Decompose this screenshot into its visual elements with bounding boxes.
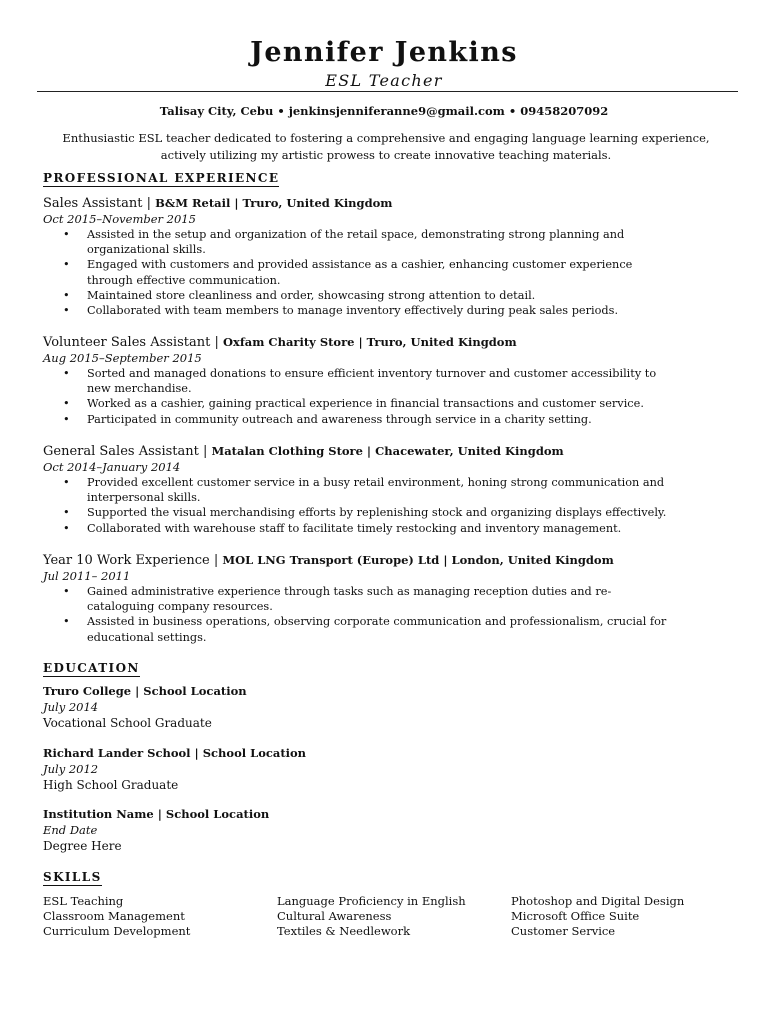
job-heading: Volunteer Sales Assistant | Oxfam Charity Store | Truro, United Kingdom: [43, 335, 517, 350]
job-heading: Sales Assistant | B&M Retail | Truro, United Kingdom: [43, 196, 393, 211]
experience-section-title: PROFESSIONAL EXPERIENCE: [43, 171, 280, 185]
degree-text: Vocational School Graduate: [43, 716, 212, 730]
job-heading: General Sales Assistant | Matalan Clothing Store | Chacewater, United Kingdom: [43, 444, 564, 459]
job-bullets: [43, 584, 723, 645]
job-bullets: [43, 475, 723, 536]
job-title: Volunteer Sales Assistant: [43, 335, 211, 350]
education-date: July 2014: [43, 700, 99, 714]
skill-item: Curriculum Development: [43, 924, 191, 939]
skill-item: Classroom Management: [43, 909, 185, 924]
degree-text: Degree Here: [43, 839, 122, 853]
experience-entry: [43, 195, 723, 318]
skill-item: Language Proficiency in English: [277, 894, 466, 908]
bullet-item: • Maintained store cleanliness and order, showcasing strong attention to detail.: [43, 288, 672, 303]
bullet-item: • Assisted in business operations, observing corporate communication and professionalism, crucial for educational settings.: [43, 614, 672, 644]
education-date: July 2012: [43, 762, 99, 776]
job-bullets: [43, 227, 723, 318]
email-text: jenkinsjenniferanne9@gmail.com: [288, 104, 505, 118]
education-section-title: EDUCATION: [43, 661, 140, 675]
bullet-item: • Supported the visual merchandising efforts by replenishing stock and organizing displays effectively.: [43, 505, 672, 520]
skill-item: Photoshop and Digital Design: [511, 894, 685, 908]
bullet-item: • Gained administrative experience through tasks such as managing reception duties and re-cataloguing company resources.: [43, 584, 672, 614]
job-title: Sales Assistant: [43, 196, 143, 211]
skill-item: ESL Teaching: [43, 894, 124, 908]
bullet-item: • Sorted and managed donations to ensure efficient inventory turnover and customer accessibility to new merchandise.: [43, 366, 672, 396]
bullet-item: • Collaborated with team members to manage inventory effectively during peak sales periods.: [43, 303, 672, 318]
skill-item: Microsoft Office Suite: [511, 909, 640, 924]
school-name: Institution Name | School Location: [43, 807, 270, 821]
contact-separator: •: [277, 104, 285, 118]
job-org: B&M Retail | Truro, United Kingdom: [155, 196, 393, 210]
skill-item: Customer Service: [511, 924, 616, 939]
phone-text: 09458207092: [520, 104, 609, 118]
job-org: Oxfam Charity Store | Truro, United Kingdom: [222, 335, 517, 349]
skills-column: [277, 894, 507, 940]
job-dates: Oct 2015–November 2015: [43, 212, 196, 226]
skills-column: [43, 894, 273, 940]
education-date: End Date: [43, 823, 98, 837]
bullet-item: • Engaged with customers and provided assistance as a cashier, enhancing customer experience through effective communication.: [43, 257, 672, 287]
skills-column: [511, 894, 741, 940]
skill-item: Textiles & Needlework: [277, 924, 411, 939]
bullet-item: • Assisted in the setup and organization of the retail space, demonstrating strong planning and organizational skills.: [43, 227, 672, 257]
bullet-item: • Provided excellent customer service in a busy retail environment, honing strong communication and interpersonal skills.: [43, 475, 672, 505]
job-org: MOL LNG Transport (Europe) Ltd | London, United Kingdom: [222, 553, 614, 567]
skill-item: Cultural Awareness: [277, 909, 392, 924]
job-org: Matalan Clothing Store | Chacewater, United Kingdom: [211, 444, 564, 458]
job-heading: Year 10 Work Experience | MOL LNG Transport (Europe) Ltd | London, United Kingdom: [43, 553, 614, 568]
contact-line: [0, 103, 768, 119]
school-name: Truro College | School Location: [43, 684, 247, 698]
bullet-item: • Collaborated with warehouse staff to facilitate timely restocking and inventory management.: [43, 521, 672, 536]
job-dates: Jul 2011– 2011: [43, 569, 131, 583]
education-entry: [43, 684, 247, 731]
school-name: Richard Lander School | School Location: [43, 746, 307, 760]
bullet-item: • Worked as a cashier, gaining practical experience in financial transactions and customer service.: [43, 396, 672, 411]
job-title: General Sales Assistant: [43, 444, 199, 459]
degree-text: High School Graduate: [43, 778, 179, 792]
job-dates: Oct 2014–January 2014: [43, 460, 181, 474]
experience-entry: [43, 334, 723, 427]
job-dates: Aug 2015–September 2015: [43, 351, 202, 365]
experience-entry: [43, 552, 723, 645]
job-title: Year 10 Work Experience: [43, 553, 210, 568]
location-text: Talisay City, Cebu: [159, 104, 274, 118]
summary-paragraph: Enthusiastic ESL teacher dedicated to fostering a comprehensive and engaging language learning experience, actively utilizing my artistic prowess to create innovative teaching materials.: [62, 131, 710, 162]
job-bullets: [43, 366, 723, 427]
header-divider: [37, 91, 738, 92]
candidate-name: Jennifer Jenkins: [250, 37, 518, 68]
education-entry: [43, 807, 269, 854]
experience-entry: [43, 443, 723, 536]
skills-section-title: SKILLS: [43, 870, 102, 884]
education-entry: [43, 746, 306, 793]
bullet-item: • Participated in community outreach and awareness through service in a charity setting.: [43, 412, 672, 427]
candidate-role: ESL Teacher: [325, 71, 443, 90]
contact-separator: •: [508, 104, 517, 118]
